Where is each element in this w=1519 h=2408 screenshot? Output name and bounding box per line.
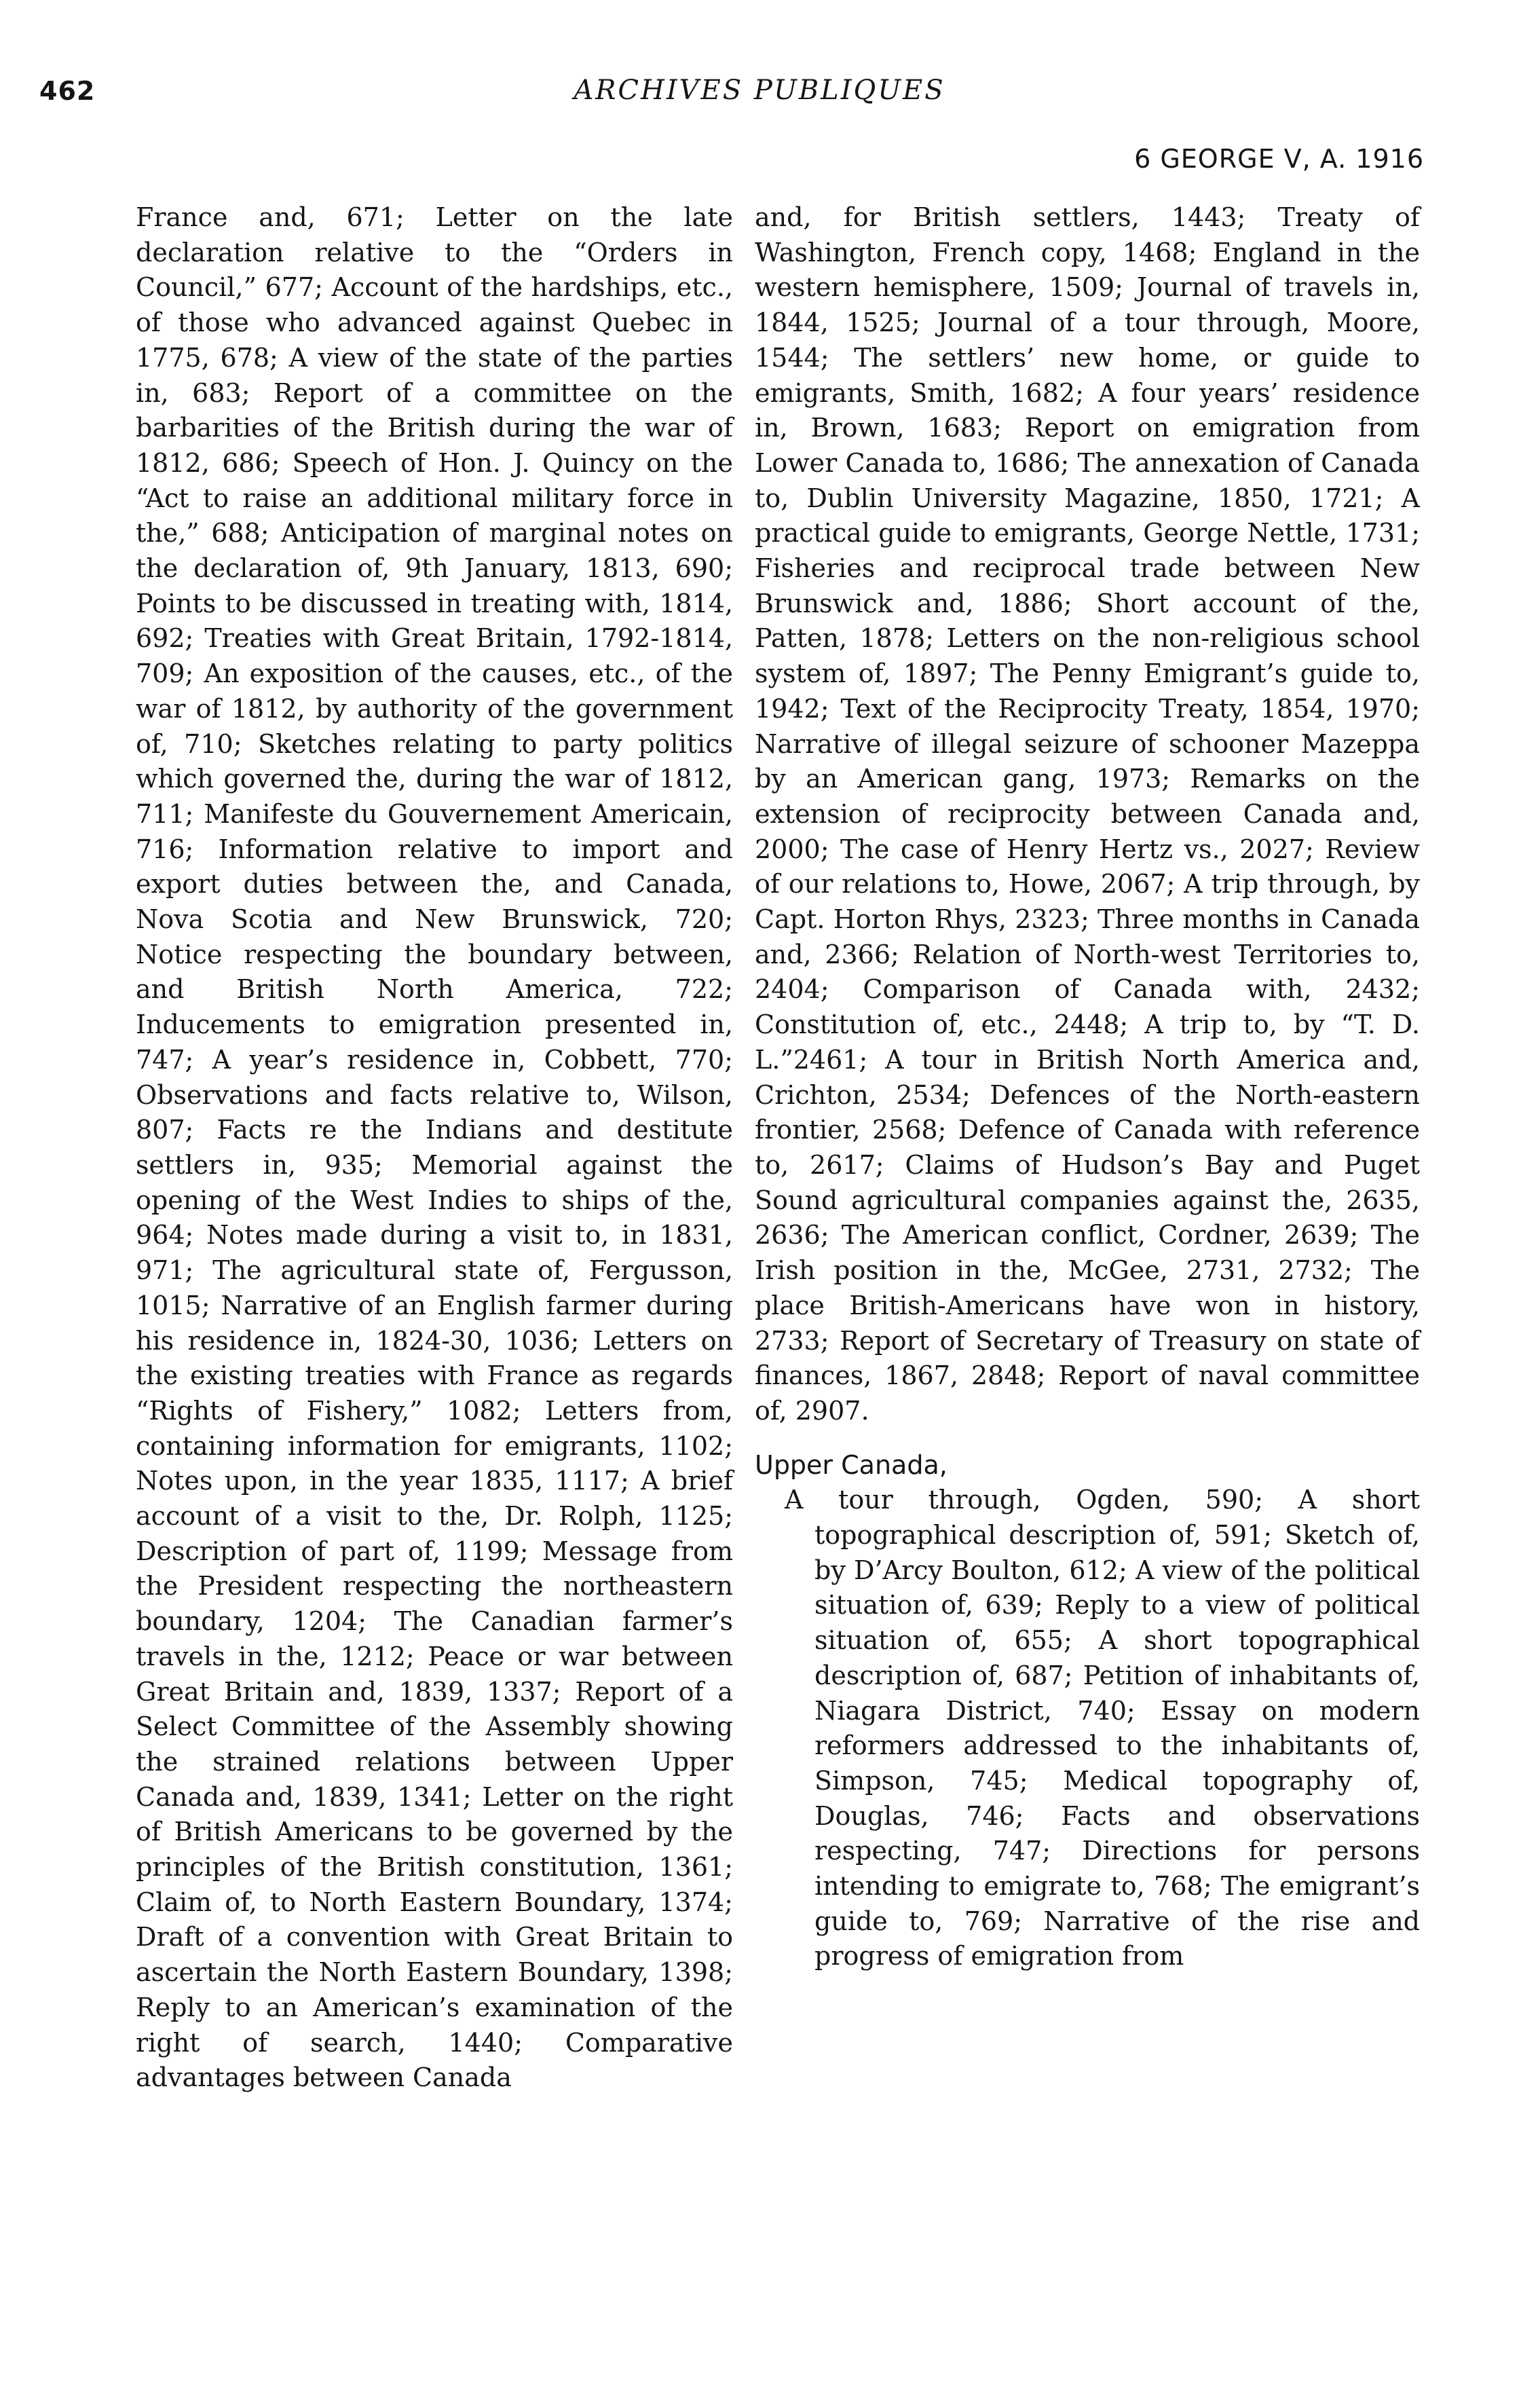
page-number: 462 <box>39 76 96 106</box>
index-subentry: A tour through, Ogden, 590; A short topographical description of, 591; Sketch of, by D’Arcy Boulton, 612; A view of the political situation of, 639; Reply to a view of political situation of, 655; A short topographical description of, 687; Petition of inhabitants of, Niagara District, 740; Essay on modern reformers addressed to the inhabitants of, Simpson, 745; Medical topography of, Douglas, 746; Facts and observations respecting, 747; Directions for persons intending to emigrate to, 768; The emigrant’s guide to, 769; Narrative of the rise and progress of emigration from <box>785 1485 1420 1971</box>
right-column <box>755 200 1420 1974</box>
running-title: ARCHIVES PUBLIQUES <box>574 75 945 106</box>
index-entry-continued-right: and, for British settlers, 1443; Treaty of Washington, French copy, 1468; England in the western hemisphere, 1509; Journal of travels in, 1844, 1525; Journal of a tour through, Moore, 1544; The settlers’ new home, or guide to emigrants, Smith, 1682; A four years’ residence in, Brown, 1683; Report on emigration from Lower Canada to, 1686; The annexation of Canada to, Dublin University Magazine, 1850, 1721; A practical guide to emigrants, George Nettle, 1731; Fisheries and reciprocal trade between New Brunswick and, 1886; Short account of the, Patten, 1878; Letters on the non-religious school system of, 1897; The Penny Emigrant’s guide to, 1942; Text of the Reciprocity Treaty, 1854, 1970; Narrative of illegal seizure of schooner Mazeppa by an American gang, 1973; Remarks on the extension of reciprocity between Canada and, 2000; The case of Henry Hertz vs., 2027; Review of our relations to, Howe, 2067; A trip through, by Capt. Horton Rhys, 2323; Three months in Canada and, 2366; Relation of North-west Territories to, 2404; Comparison of Canada with, 2432; Constitution of, etc., 2448; A trip to, by “T. D. L.”2461; A tour in British North America and, Crichton, 2534; Defences of the North-eastern frontier, 2568; Defence of Canada with reference to, 2617; Claims of Hudson’s Bay and Puget Sound agricultural companies against the, 2635, 2636; The American conflict, Cordner, 2639; The Irish position in the, McGee, 2731, 2732; The place British-Americans have won in history, 2733; Report of Secretary of Treasury on state of finances, 1867, 2848; Report of naval committee of, 2907. <box>755 202 1420 1426</box>
index-heading-upper-canada: Upper Canada, <box>755 1449 948 1480</box>
index-entry-continued: France and, 671; Letter on the late declaration relative to the “Orders in Council,” 677; Account of the hardships, etc., of those who advanced against Quebec in 1775, 678; A view of the state of the parties in, 683; Report of a committee on the barbarities of the British during the war of 1812, 686; Speech of Hon. J. Quincy on the “Act to raise an additional military force in the,” 688; Anticipation of marginal notes on the declaration of, 9th January, 1813, 690; Points to be discussed in treating with, 1814, 692; Treaties with Great Britain, 1792-1814, 709; An exposition of the causes, etc., of the war of 1812, by authority of the government of, 710; Sketches relating to party politics which governed the, during the war of 1812, 711; Manifeste du Gouvernement Americain, 716; Information relative to import and export duties between the, and Canada, Nova Scotia and New Brunswick, 720; Notice respecting the boundary between, and British North America, 722; Inducements to emigration presented in, 747; A year’s residence in, Cobbett, 770; Observations and facts relative to, Wilson, 807; Facts re the Indians and destitute settlers in, 935; Memorial against the opening of the West Indies to ships of the, 964; Notes made during a visit to, in 1831, 971; The agricultural state of, Fergusson, 1015; Narrative of an English farmer during his residence in, 1824-30, 1036; Letters on the existing treaties with France as regards “Rights of Fishery,” 1082; Letters from, containing information for emigrants, 1102; Notes upon, in the year 1835, 1117; A brief account of a visit to the, Dr. Rolph, 1125; Description of part of, 1199; Message from the President respecting the northeastern boundary, 1204; The Canadian farmer’s travels in the, 1212; Peace or war between Great Britain and, 1839, 1337; Report of a Select Committee of the Assembly showing the strained relations between Upper Canada and, 1839, 1341; Letter on the right of British Americans to be governed by the principles of the British constitution, 1361; Claim of, to North Eastern Boundary, 1374; Draft of a convention with Great Britain to ascertain the North Eastern Boundary, 1398; Reply to an American’s examination of the right of search, 1440; Comparative advantages between Canada <box>136 202 733 2093</box>
session-label: 6 GEORGE V, A. 1916 <box>1134 144 1424 174</box>
left-column <box>136 200 733 2096</box>
